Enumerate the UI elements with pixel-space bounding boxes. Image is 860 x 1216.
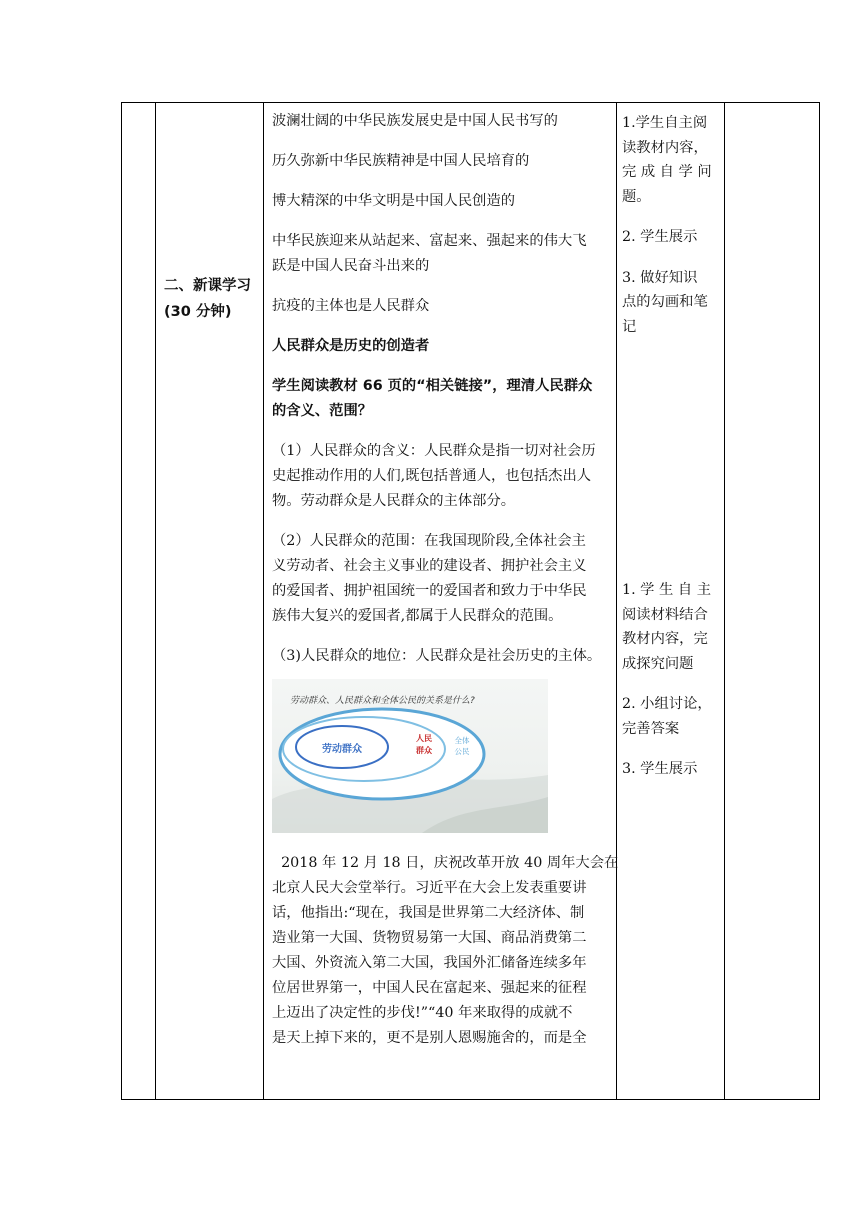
diagram-question: 劳动群众、人民群众和全体公民的关系是什么? xyxy=(290,696,475,706)
activity-line: 3. 做好知识 xyxy=(622,269,698,286)
definition-line: （3)人民群众的地位：人民群众是社会历史的主体。 xyxy=(272,648,602,664)
text-line: 话，他指出:“现在，我国是世界第二大经济体、制 xyxy=(272,905,585,921)
text-line: 造业第一大国、货物贸易第一大国、商品消费第二 xyxy=(272,930,587,946)
text-line: 2018 年 12 月 18 日，庆祝改革开放 40 周年大会在 xyxy=(272,855,619,871)
activity-line: 阅读材料结合 xyxy=(622,606,708,623)
question-line: 的含义、范围？ xyxy=(272,403,373,419)
activity-line: 完 成 自 学 问 xyxy=(622,164,712,180)
text-line: 博大精深的中华文明是中国人民创造的 xyxy=(272,193,516,209)
activity-line: 2. 小组讨论， xyxy=(622,696,712,712)
activity-line: 教材内容，完 xyxy=(622,631,708,647)
outer-label: 全体 xyxy=(454,736,470,745)
nested-ellipses xyxy=(272,679,548,833)
stage-cell xyxy=(164,273,264,325)
question-line: 学生阅读教材 66 页的“相关链接”，理清人民群众 xyxy=(272,378,593,394)
text-line: 波澜壮阔的中华民族发展史是中国人民书写的 xyxy=(272,113,558,129)
text-line: 上迈出了决定性的步伐!”“40 年来取得的成就不 xyxy=(272,1005,573,1021)
text-line: 中华民族迎来从站起来、富起来、强起来的伟大飞 xyxy=(272,233,587,249)
activity-line: 记 xyxy=(622,318,637,335)
definition-line: （2）人民群众的范围：在我国现阶段,全体社会主 xyxy=(272,533,586,549)
activity-line: 读教材内容， xyxy=(622,139,708,156)
definition-line: 的爱国者、拥护祖国统一的爱国者和致力于中华民 xyxy=(272,583,587,599)
column-divider xyxy=(263,103,264,1099)
section-heading: 人民群众是历史的创造者 xyxy=(272,338,430,354)
definition-line: 物。劳动群众是人民群众的主体部分。 xyxy=(272,493,516,509)
activity-line: 点的勾画和笔 xyxy=(622,294,708,310)
middle-label: 群众 xyxy=(416,746,432,755)
text-line: 大国、外资流入第二大国，我国外汇储备连续多年 xyxy=(272,955,587,971)
text-line: 抗疫的主体也是人民群众 xyxy=(272,298,430,314)
activity-line: 完善答案 xyxy=(622,720,680,737)
inner-label: 劳动群众 xyxy=(322,744,362,755)
activity-line: 3. 学生展示 xyxy=(622,761,698,777)
definition-line: 族伟大复兴的爱国者,都属于人民群众的范围。 xyxy=(272,608,563,624)
activity-line: 1. 学 生 自 主 xyxy=(622,582,712,598)
definition-line: （1）人民群众的含义：人民群众是指一切对社会历 xyxy=(272,443,596,459)
activity-line: 题。 xyxy=(622,188,651,205)
middle-label: 人民 xyxy=(416,734,432,743)
relationship-diagram xyxy=(272,679,548,833)
activity-line: 成探究问题 xyxy=(622,655,694,672)
activity-line: 2. 学生展示 xyxy=(622,229,698,245)
outer-label: 公民 xyxy=(454,747,470,756)
text-line: 北京人民大会堂举行。习近平在大会上发表重要讲 xyxy=(272,880,587,896)
text-line: 跃是中国人民奋斗出来的 xyxy=(272,258,430,274)
student-activity-cell xyxy=(622,111,720,339)
text-line: 位居世界第一，中国人民在富起来、强起来的征程 xyxy=(272,980,587,996)
text-line: 是天上掉下来的，更不是别人恩赐施舍的，而是全 xyxy=(272,1030,587,1046)
lesson-table xyxy=(121,102,820,1100)
text-line: 历久弥新中华民族精神是中国人民培育的 xyxy=(272,153,530,169)
student-activity-cell xyxy=(622,578,720,782)
definition-line: 史起推动作用的人们,既包括普通人，也包括杰出人 xyxy=(272,468,592,484)
news-passage xyxy=(272,851,618,1051)
stage-duration: (30 分钟) xyxy=(164,304,232,320)
content-cell xyxy=(272,109,618,1051)
stage-title: 二、新课学习 xyxy=(164,278,251,294)
column-divider xyxy=(155,103,156,1099)
column-divider xyxy=(724,103,725,1099)
activity-line: 1.学生自主阅 xyxy=(622,115,708,131)
definition-line: 义劳动者、社会主义事业的建设者、拥护社会主义 xyxy=(272,558,587,574)
